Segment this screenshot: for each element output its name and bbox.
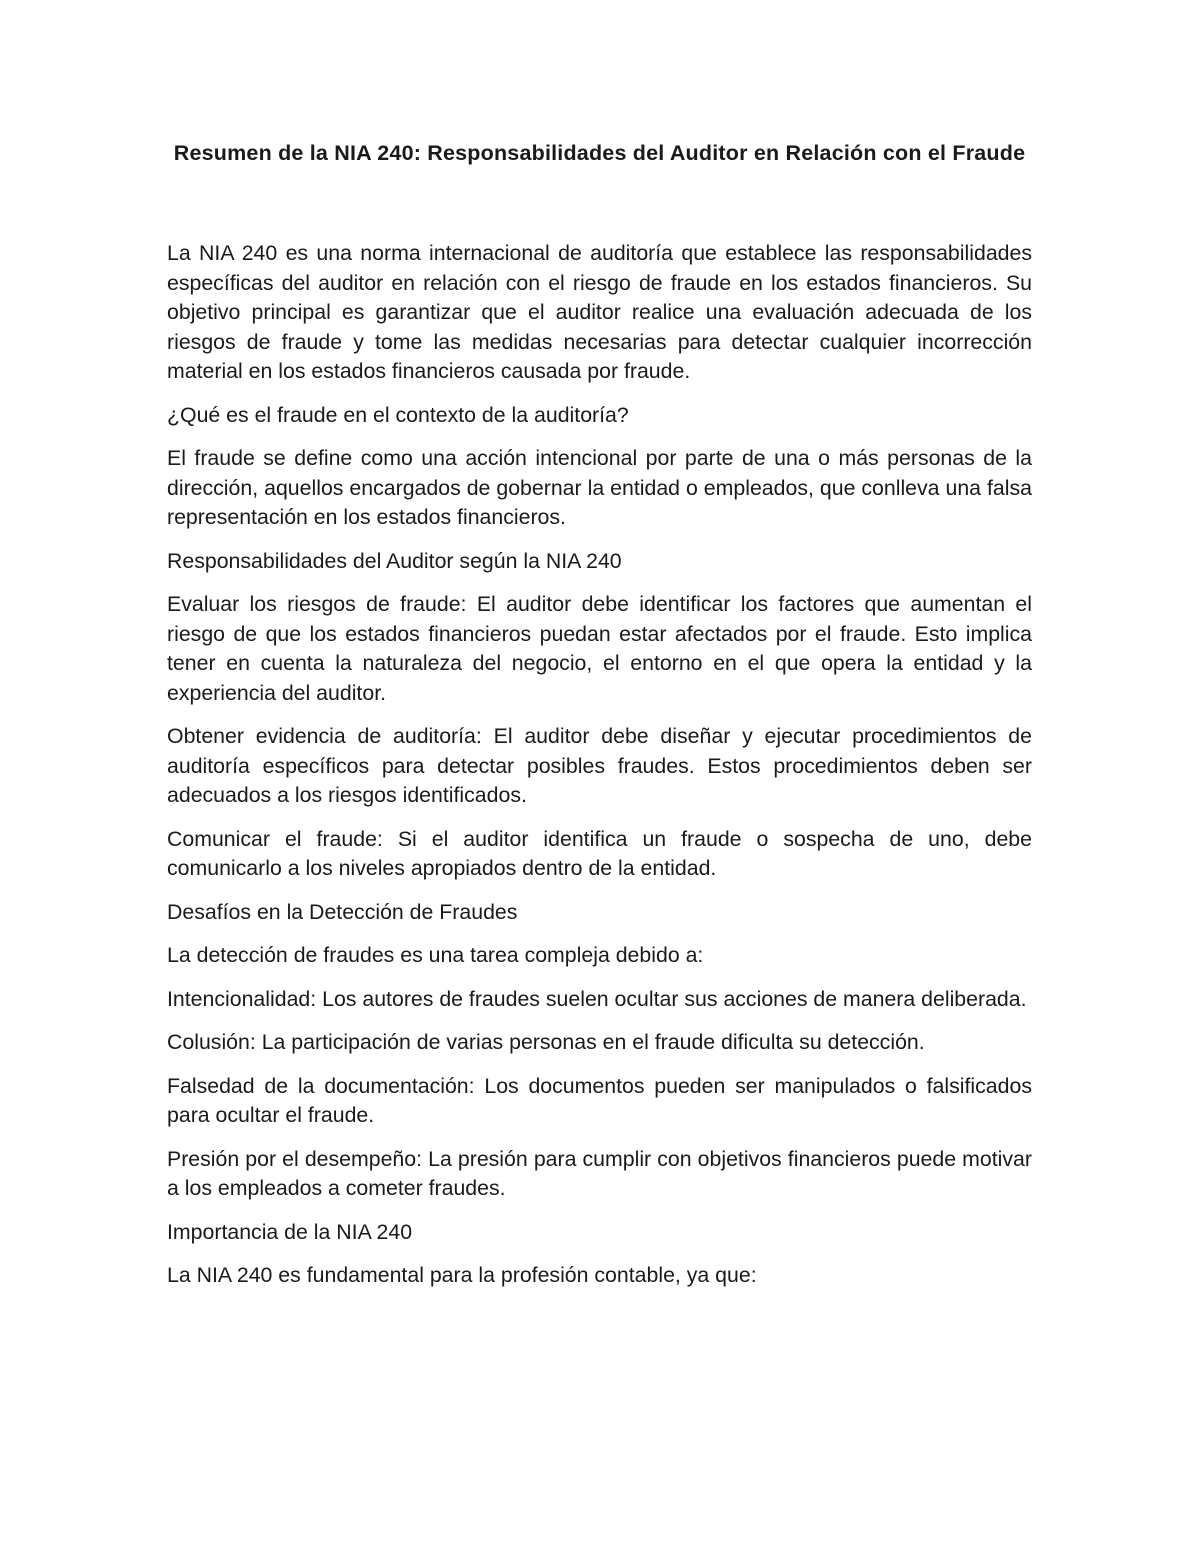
document-title: Resumen de la NIA 240: Responsabilidades del Auditor en Relación con el Fraude: [173, 141, 1026, 165]
challenge-collusion: Colusión: La participación de varias personas en el fraude dificulta su detección.: [167, 1030, 925, 1054]
responsibility-evaluate-risks: Evaluar los riesgos de fraude: El auditor debe identificar los factores que aumentan el riesgo de que los estados financieros puedan estar afectados por el fraude. Esto implica tener en cuenta la naturaleza del negocio, el entorno en el que opera la entidad y la experiencia del auditor.: [167, 592, 1032, 705]
challenges-intro: La detección de fraudes es una tarea compleja debido a:: [167, 943, 704, 967]
section-heading-challenges: Desafíos en la Detección de Fraudes: [167, 899, 518, 924]
fraud-definition-paragraph: El fraude se define como una acción intencional por parte de una o más personas de la dirección, aquellos encargados de gobernar la entidad o empleados, que conlleva una falsa representación en los estados financieros.: [167, 446, 1032, 529]
responsibility-obtain-evidence: Obtener evidencia de auditoría: El auditor debe diseñar y ejecutar procedimientos de auditoría específicos para detectar posibles fraudes. Estos procedimientos deben ser adecuados a los riesgos identificados.: [167, 724, 1032, 807]
section-heading-fraud-definition: ¿Qué es el fraude en el contexto de la auditoría?: [167, 402, 629, 427]
challenge-false-documentation: Falsedad de la documentación: Los documentos pueden ser manipulados o falsificados para ocultar el fraude.: [167, 1073, 1032, 1127]
section-heading-responsibilities: Responsabilidades del Auditor según la NIA 240: [167, 548, 622, 573]
document-body: [167, 239, 1032, 1291]
section-heading-importance: Importancia de la NIA 240: [167, 1219, 413, 1244]
challenge-intentionality: Intencionalidad: Los autores de fraudes suelen ocultar sus acciones de manera deliberada.: [167, 986, 1027, 1011]
importance-intro: La NIA 240 es fundamental para la profesión contable, ya que:: [167, 1263, 757, 1287]
responsibility-communicate-fraud: Comunicar el fraude: Si el auditor identifica un fraude o sospecha de uno, debe comunicarlo a los niveles apropiados dentro de la entidad.: [167, 826, 1032, 880]
document-content: [167, 138, 1032, 1305]
challenge-performance-pressure: Presión por el desempeño: La presión para cumplir con objetivos financieros puede motivar a los empleados a cometer fraudes.: [167, 1146, 1032, 1200]
intro-paragraph: La NIA 240 es una norma internacional de auditoría que establece las responsabilidades específicas del auditor en relación con el riesgo de fraude en los estados financieros. Su objetivo principal es garantizar que el auditor realice una evaluación adecuada de los riesgos de fraude y tome las medidas necesarias para detectar cualquier incorrección material en los estados financieros causada por fraude.: [167, 241, 1032, 383]
